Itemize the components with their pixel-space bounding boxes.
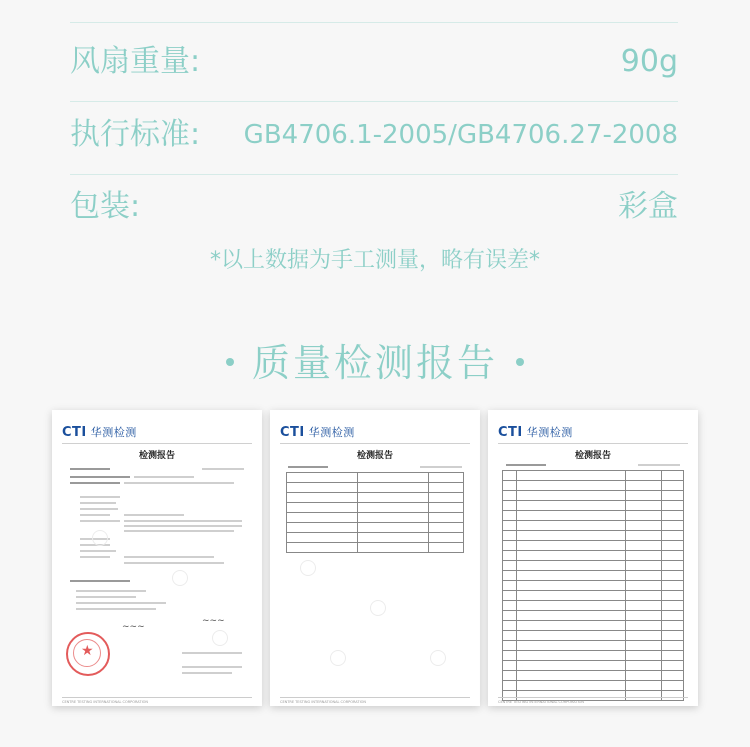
spec-label: 包装: xyxy=(70,189,141,224)
report-page-2 xyxy=(270,410,480,706)
logo-cn-text: 华测检测 xyxy=(526,426,573,439)
footer-text: CENTRE TESTING INTERNATIONAL CORPORATION xyxy=(62,700,148,704)
footer-rule xyxy=(62,697,252,698)
official-stamp-image xyxy=(66,632,110,676)
footer-text: CENTRE TESTING INTERNATIONAL CORPORATION xyxy=(280,700,366,704)
logo-cn-text: 华测检测 xyxy=(308,426,355,439)
signature-image: ~~~ xyxy=(122,622,145,632)
footer-text: CENTRE TESTING INTERNATIONAL CORPORATION xyxy=(498,700,584,704)
logo-cn-text: 华测检测 xyxy=(90,426,137,439)
cti-logo xyxy=(62,424,137,440)
logo-rule xyxy=(498,443,688,444)
section-title xyxy=(0,338,750,388)
spec-value: GB4706.1-2005/GB4706.27-2008 xyxy=(243,120,678,150)
footer-rule xyxy=(498,697,688,698)
report-page-3 xyxy=(488,410,698,706)
spec-value: 90g xyxy=(620,44,678,79)
signature-image: ~~~ xyxy=(202,616,225,626)
results-table xyxy=(502,470,684,701)
divider xyxy=(70,101,678,102)
section-title-text: 质量检测报告 xyxy=(251,341,498,385)
logo-text: CTI xyxy=(498,425,523,440)
results-table xyxy=(286,472,464,553)
footer-rule xyxy=(280,697,470,698)
report-title: 检测报告 xyxy=(138,451,175,461)
report-title: 检测报告 xyxy=(356,451,393,461)
report-page-1 xyxy=(52,410,262,706)
spec-value: 彩盒 xyxy=(618,189,678,224)
cti-logo xyxy=(280,424,355,440)
bullet-dot-icon xyxy=(516,358,524,366)
spec-label: 风扇重量: xyxy=(70,44,201,79)
logo-text: CTI xyxy=(62,425,87,440)
logo-text: CTI xyxy=(280,425,305,440)
report-title: 检测报告 xyxy=(574,451,611,461)
logo-rule xyxy=(62,443,252,444)
divider xyxy=(70,174,678,175)
measurement-note: *以上数据为手工测量，略有误差* xyxy=(209,248,540,273)
cti-logo xyxy=(498,424,573,440)
bullet-dot-icon xyxy=(226,358,234,366)
spec-label: 执行标准: xyxy=(70,117,201,152)
top-divider xyxy=(70,22,678,23)
logo-rule xyxy=(280,443,470,444)
